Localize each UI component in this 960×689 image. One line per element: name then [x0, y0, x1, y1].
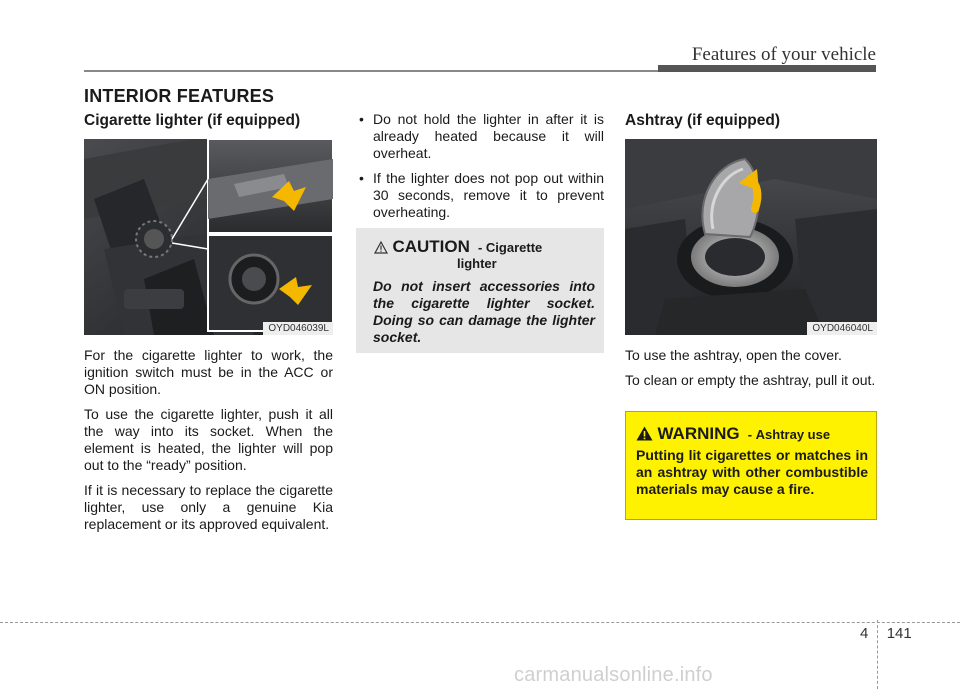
caution-triangle-icon [374, 241, 388, 254]
right-body [625, 347, 877, 397]
section-title: INTERIOR FEATURES [84, 86, 275, 106]
paragraph: To clean or empty the ashtray, pull it out. [625, 372, 876, 388]
paragraph: If it is necessary to replace the cigarette lighter, use only a genuine Kia replacement or its approved equivalent. [84, 482, 333, 532]
cigarette-lighter-heading: Cigarette lighter (if equipped) [84, 112, 301, 129]
running-header: Features of your vehicle [691, 44, 876, 65]
paragraph: To use the cigarette lighter, push it all the way into its socket. When the element is heated, the lighter will pop out to the “ready” position. [84, 406, 333, 473]
warning-word: WARNING [657, 424, 740, 443]
caution-box [356, 228, 604, 353]
list-item: • Do not hold the lighter in after it is already heated because it will overheat. [359, 111, 604, 161]
ashtray-photo [625, 139, 877, 335]
cigarette-lighter-photo [84, 139, 333, 335]
warning-triangle-icon [636, 426, 653, 441]
watermark: carmanualsonline.info [514, 664, 713, 686]
caution-subject-line2: lighter [457, 256, 497, 271]
image-code: OYD046040L [807, 322, 877, 335]
caution-header: CAUTION - Cigarette lighter [374, 237, 542, 271]
console-illustration [84, 139, 333, 335]
ashtray-illustration [625, 139, 877, 335]
header-bar [658, 65, 876, 72]
list-item: • If the lighter does not pop out within 30 seconds, remove it to prevent overheating. [359, 170, 604, 220]
caution-word: CAUTION [392, 237, 470, 256]
warning-subject: Ashtray use [755, 427, 831, 442]
caution-subject: Cigarette [485, 240, 543, 255]
chapter-number: 4 [860, 625, 869, 642]
bullet-list [355, 111, 604, 229]
paragraph: For the cigarette lighter to work, the ignition switch must be in the ACC or ON position. [84, 347, 333, 397]
page-number [860, 625, 912, 642]
warning-text: Putting lit cigarettes or matches in an ashtray with other combustible materials may cause a fire. [636, 447, 868, 497]
footer-rule [0, 622, 960, 623]
left-body [84, 347, 333, 541]
paragraph: To use the ashtray, open the cover. [625, 347, 842, 363]
caution-text: Do not insert accessories into the cigarette lighter socket. Doing so can damage the lighter socket. [373, 278, 595, 345]
page-count: 141 [886, 625, 912, 642]
warning-box [625, 411, 877, 520]
ashtray-heading: Ashtray (if equipped) [625, 112, 781, 129]
warning-header: WARNING - Ashtray use [636, 424, 830, 444]
image-code: OYD046039L [263, 322, 333, 335]
